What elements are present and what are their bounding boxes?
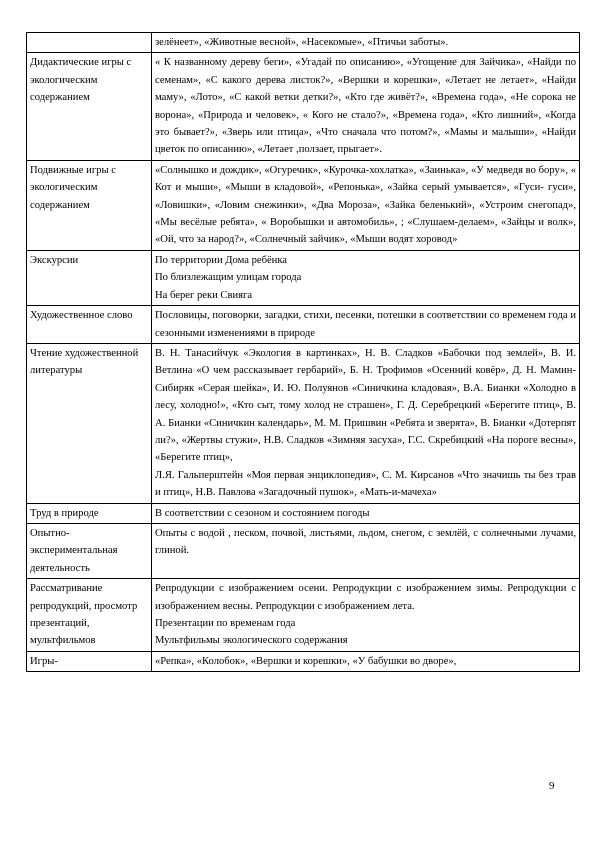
row-label: Дидактические игры с экологическим содержанием <box>27 53 152 160</box>
table-row <box>27 33 580 53</box>
table-row <box>27 579 580 652</box>
page-number: 9 <box>549 780 555 792</box>
row-label: Игры- <box>27 651 152 671</box>
content-paragraph: зелёнеет», «Животные весной», «Насекомые», «Птичьи заботы». <box>155 37 449 48</box>
content-paragraph: Л.Я. Гальперштейн «Моя первая энциклопедия», С. М. Кирсанов «Что значишь ты без трав и птиц», Н.В. Павлова «Загадочный пушок», «Мать-и-мачеха» <box>155 469 576 499</box>
row-label: Экскурсии <box>27 250 152 305</box>
content-paragraph: Пословицы, поговорки, загадки, стихи, песенки, потешки в соответствии со временем года и сезонными изменениями в природе <box>155 310 576 339</box>
content-paragraph: По территории Дома ребёнка <box>155 254 288 266</box>
content-paragraph: По близлежащим улицам города <box>155 272 302 284</box>
row-label: Чтение художественной литературы <box>27 343 152 503</box>
row-content <box>152 579 580 652</box>
row-label: Труд в природе <box>27 503 152 523</box>
content-paragraph: Репродукции с изображением осени. Репродукции с изображением зимы. Репродукции с изображением весны. Репродукции с изображением лета. <box>155 583 576 612</box>
row-content <box>152 343 580 503</box>
table-row <box>27 53 580 160</box>
row-content <box>152 306 580 344</box>
activities-table <box>26 32 580 672</box>
content-paragraph: « К названному дереву беги», «Угадай по описанию», «Угощение для Зайчика», «Найди по семенам», «С какого дерева листок?», «Вершки и корешки», «Летает не летает», «Найди маму», «Лото», «С какой ветки детки?», «Кто где живёт?», «Времена года», «Не сорока не ворона», «Природа и человек», « Кого не стало?», «Времена года», «Кто лишний», «Когда это бывает?», «Зверь или птица», «Что сначала что потом?», «Мамы и малыши», «Найди цветок по описанию», «Летает ,ползает, прыгает». <box>155 57 576 156</box>
content-paragraph: Презентации по временам года <box>155 618 296 629</box>
content-paragraph: Опыты с водой , песком, почвой, листьями, льдом, снегом, с землёй, с солнечными лучами, глиной. <box>155 527 576 557</box>
row-label <box>27 33 152 53</box>
row-label: Подвижные игры с экологическим содержанием <box>27 160 152 250</box>
table-row <box>27 160 580 250</box>
table-row <box>27 343 580 503</box>
row-label: Опытно-экспериментальная деятельность <box>27 523 152 578</box>
row-content <box>152 250 580 305</box>
row-content <box>152 523 580 578</box>
row-content <box>152 160 580 250</box>
table-row <box>27 503 580 523</box>
table-row <box>27 651 580 671</box>
table-row <box>27 306 580 344</box>
content-paragraph: В соответствии с сезоном и состоянием погоды <box>155 507 370 519</box>
table-row <box>27 250 580 305</box>
content-paragraph: На берег реки Свияга <box>155 289 253 301</box>
row-content <box>152 503 580 523</box>
row-label: Художественное слово <box>27 306 152 344</box>
row-content <box>152 53 580 160</box>
row-content <box>152 651 580 671</box>
content-paragraph: «Репка», «Колобок», «Вершки и корешки», «У бабушки во дворе», <box>155 655 457 667</box>
content-paragraph: «Солнышко и дождик», «Огуречик», «Курочка-хохлатка», «Заинька», «У медведя во бору», « Кот и мыши», «Мыши в кладовой», «Репонька», «Зайка серый умывается», «Гуси- гуси», «Ловишки», «Ловим снежинки», «Два Мороза», «Зайка беленький», «Устроим снегопад», «Мы весёлые ребята», « Воробышки и автомобиль», ; «Слушаем-делаем», «Зайцы и волк», «Ой, что за народ?», «Солнечный зайчик», «Мыши водят хоровод» <box>155 164 576 246</box>
row-content <box>152 33 580 53</box>
content-paragraph: Мультфильмы экологического содержания <box>155 635 348 647</box>
content-paragraph: В. Н. Танасийчук «Экология в картинках», Н. В. Сладков «Бабочки под землей», В. И. Ветлина «О чем рассказывает гербарий», Б. Н. Трофимов «Осенний ковёр», Д. Н. Мамин-Сибиряк «Серая шейка», И. Ю. Полуянов «Синичкина кладовая», В.А. Бианки «Холодно в лесу, холодно!», «Кто сыт, тому холод не страшен», Г. Д. Серебрецкий «Берегите птиц», В. А. Бианки «Синичкин календарь», М. М. Пришвин «Ребята и зверята», В. Бианки «Дотерпят ли?», «Жертвы стужи», Н.В. Сладков «Зимняя засуха», Г.С. Скребицкий «На пороге весны», «Берегите птиц», <box>155 347 576 464</box>
table-row <box>27 523 580 578</box>
row-label: Рассматривание репродукций, просмотр презентаций, мультфильмов <box>27 579 152 652</box>
